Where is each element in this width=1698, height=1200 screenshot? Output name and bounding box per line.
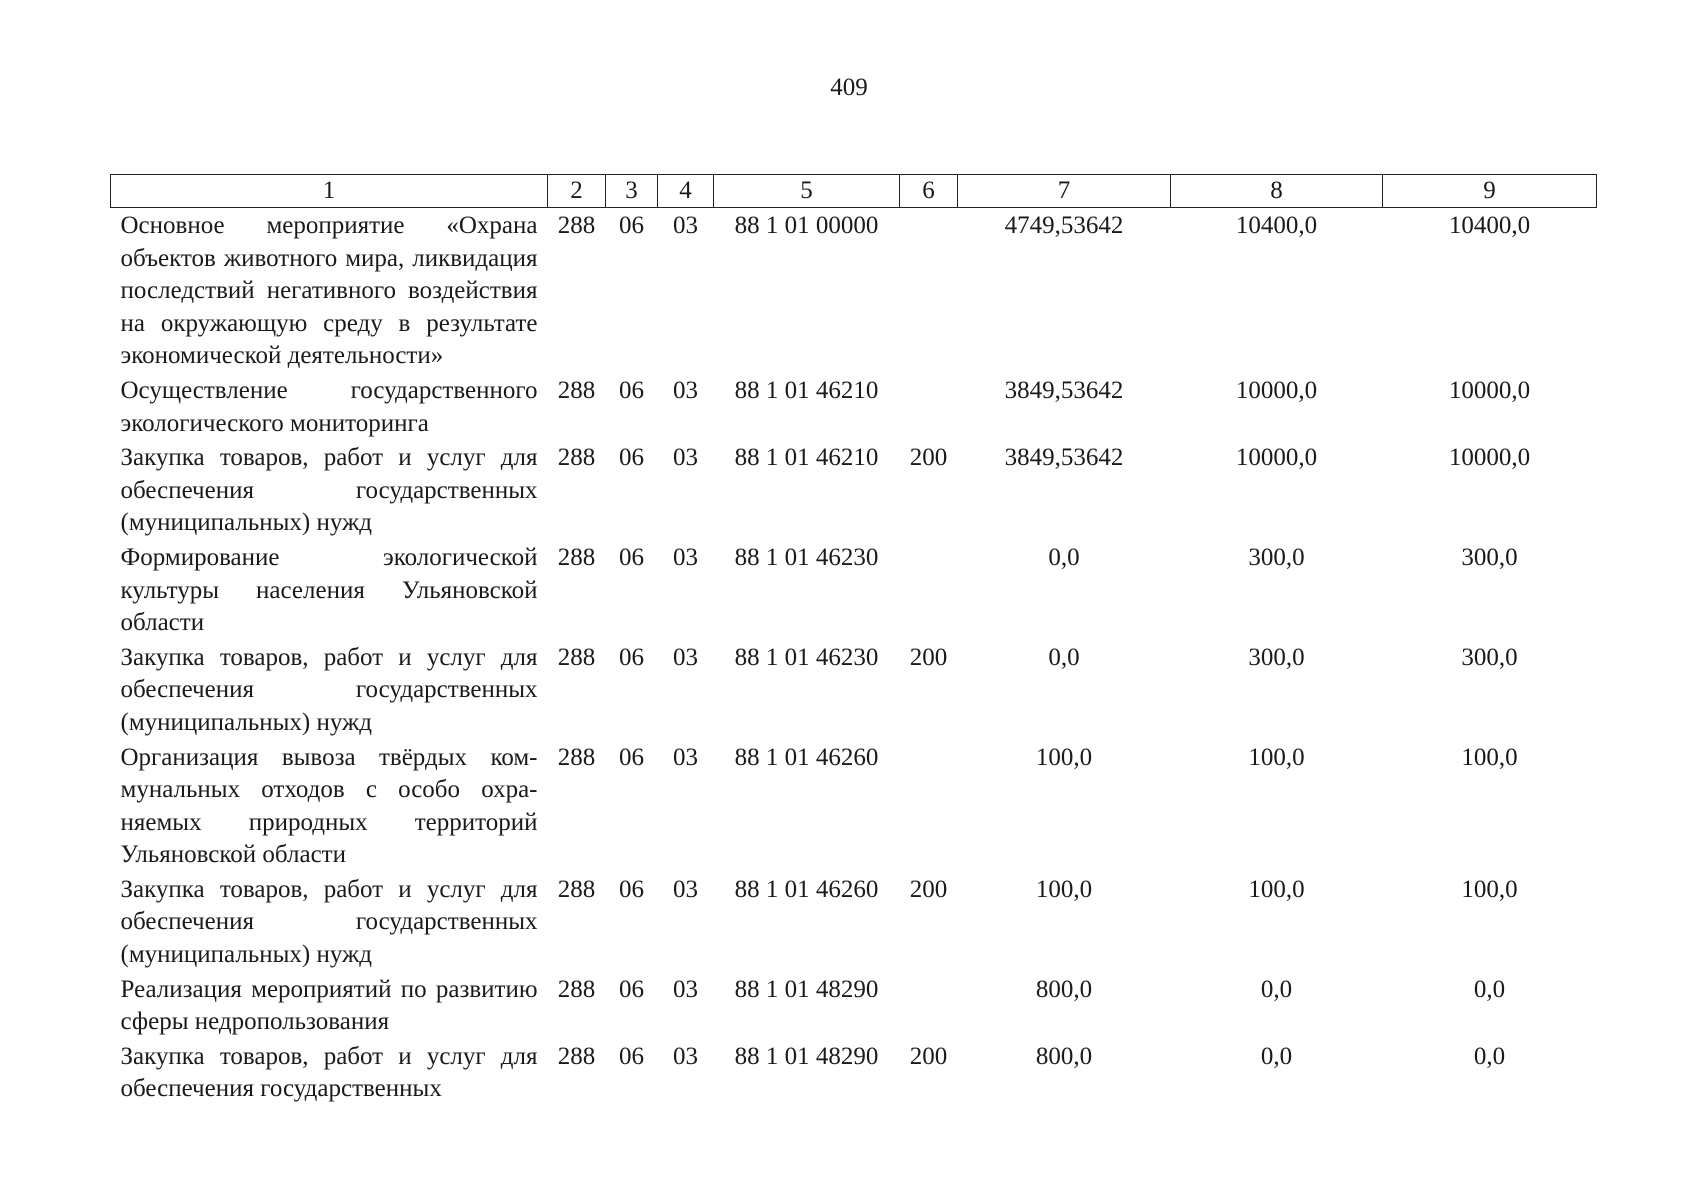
cell-c8: 10400,0 xyxy=(1235,212,1318,239)
cell-c9: 10000,0 xyxy=(1448,444,1531,472)
cell-c2: 288 xyxy=(557,444,596,472)
row-name: Осуществление государственного экологического мониторинга xyxy=(120,376,538,437)
cell-c4: 03 xyxy=(673,975,698,1003)
cell-c5: 88 1 01 48290 xyxy=(734,975,879,1003)
cell-c8: 10000,0 xyxy=(1235,444,1318,472)
header-row xyxy=(111,175,1597,208)
cell-c4: 03 xyxy=(673,643,698,671)
cell-c9: 100,0 xyxy=(1461,743,1518,771)
cell-c6: 200 xyxy=(909,1042,948,1070)
row-name: Закупка товаров, работ и услуг для обеспечения государственных (муниципальных) нужд xyxy=(120,444,538,537)
cell-c9: 0,0 xyxy=(1473,975,1506,1003)
cell-c8: 10000,0 xyxy=(1235,376,1318,404)
cell-c5: 88 1 01 46210 xyxy=(734,376,879,404)
cell-c2: 288 xyxy=(557,743,596,771)
table-row xyxy=(111,208,1597,373)
cell-c6: 200 xyxy=(909,444,948,472)
cell-c2: 288 xyxy=(557,376,596,404)
cell-c4: 03 xyxy=(673,376,698,404)
cell-c7: 0,0 xyxy=(1048,643,1080,671)
cell-c7: 4749,53642 xyxy=(1004,212,1124,239)
table-row xyxy=(111,540,1597,640)
cell-c6 xyxy=(900,373,958,440)
row-name: Закупка товаров, работ и услуг для обеспечения государственных (муниципальных) нужд xyxy=(120,643,538,736)
cell-c4: 03 xyxy=(673,743,698,771)
cell-c6 xyxy=(900,208,958,373)
table-row xyxy=(111,373,1597,440)
cell-c8: 300,0 xyxy=(1248,543,1305,571)
cell-c8: 300,0 xyxy=(1248,643,1305,671)
cell-c9: 10000,0 xyxy=(1448,376,1531,404)
cell-c4: 03 xyxy=(673,444,698,472)
column-header: 7 xyxy=(958,175,1171,208)
cell-c5: 88 1 01 46260 xyxy=(734,875,879,903)
cell-c5: 88 1 01 46210 xyxy=(734,444,879,472)
cell-c2: 288 xyxy=(557,1042,596,1070)
column-header: 9 xyxy=(1383,175,1597,208)
cell-c7: 0,0 xyxy=(1048,543,1080,571)
column-header: 8 xyxy=(1171,175,1383,208)
cell-c5: 88 1 01 00000 xyxy=(734,212,879,239)
cell-c7: 100,0 xyxy=(1035,743,1093,771)
cell-c9: 0,0 xyxy=(1473,1042,1506,1070)
table-row xyxy=(111,640,1597,740)
row-name: Закупка товаров, работ и услуг для обеспечения государственных (муниципальных) нужд xyxy=(120,875,538,969)
cell-c9: 300,0 xyxy=(1461,643,1518,671)
table-row xyxy=(111,440,1597,540)
cell-c3: 06 xyxy=(619,444,644,472)
cell-c3: 06 xyxy=(619,212,644,239)
cell-c7: 3849,53642 xyxy=(1004,376,1124,404)
column-header: 1 xyxy=(111,175,548,208)
table-row xyxy=(111,740,1597,872)
cell-c8: 0,0 xyxy=(1260,1042,1293,1070)
table-row xyxy=(111,872,1597,972)
cell-c6: 200 xyxy=(909,643,948,671)
cell-c8: 100,0 xyxy=(1248,875,1305,903)
cell-c9: 300,0 xyxy=(1461,543,1518,571)
cell-c6: 200 xyxy=(909,875,948,903)
table-row xyxy=(111,1039,1597,1106)
cell-c4: 03 xyxy=(673,543,698,571)
cell-c3: 06 xyxy=(619,543,644,571)
row-name: Закупка товаров, работ и услуг для обеспечения государственных xyxy=(120,1042,538,1103)
cell-c5: 88 1 01 46260 xyxy=(734,743,879,771)
column-header: 5 xyxy=(714,175,900,208)
cell-c7: 800,0 xyxy=(1035,975,1093,1003)
column-header: 2 xyxy=(548,175,606,208)
row-name: Организация вывоза твёрдых коммунальных отходов с особо охраняемых природных территорий Ульяновской области xyxy=(120,743,538,869)
cell-c6 xyxy=(900,540,958,640)
cell-c7: 3849,53642 xyxy=(1004,444,1124,472)
cell-c6 xyxy=(900,740,958,872)
row-name: Реализация мероприятий по развитию сферы недропользования xyxy=(120,975,538,1036)
cell-c8: 0,0 xyxy=(1260,975,1293,1003)
row-name: Основное мероприятие «Охрана объектов животного мира, ликвидация последствий негативного воздействия на окружающую среду в результате экономической деятельности» xyxy=(120,212,538,370)
cell-c5: 88 1 01 48290 xyxy=(734,1042,879,1070)
cell-c2: 288 xyxy=(557,543,596,571)
cell-c4: 03 xyxy=(673,875,698,903)
cell-c2: 288 xyxy=(557,875,596,903)
budget-table xyxy=(110,174,1597,1106)
cell-c3: 06 xyxy=(619,875,644,903)
cell-c4: 03 xyxy=(673,212,698,239)
column-header: 6 xyxy=(900,175,958,208)
cell-c2: 288 xyxy=(557,212,596,239)
page-number: 409 xyxy=(830,74,868,101)
cell-c7: 800,0 xyxy=(1035,1042,1093,1070)
cell-c2: 288 xyxy=(557,975,596,1003)
cell-c3: 06 xyxy=(619,376,644,404)
cell-c3: 06 xyxy=(619,643,644,671)
cell-c4: 03 xyxy=(673,1042,698,1070)
column-header: 4 xyxy=(658,175,714,208)
cell-c5: 88 1 01 46230 xyxy=(734,643,879,671)
cell-c9: 100,0 xyxy=(1461,875,1518,903)
cell-c7: 100,0 xyxy=(1035,875,1093,903)
column-header: 3 xyxy=(606,175,658,208)
cell-c3: 06 xyxy=(619,1042,644,1070)
cell-c2: 288 xyxy=(557,643,596,671)
row-name: Формирование экологической культуры населения Ульяновской области xyxy=(120,543,538,637)
table-row xyxy=(111,972,1597,1039)
cell-c3: 06 xyxy=(619,743,644,771)
cell-c5: 88 1 01 46230 xyxy=(734,543,879,571)
cell-c3: 06 xyxy=(619,975,644,1003)
cell-c8: 100,0 xyxy=(1248,743,1305,771)
cell-c9: 10400,0 xyxy=(1448,212,1531,239)
cell-c6 xyxy=(900,972,958,1039)
